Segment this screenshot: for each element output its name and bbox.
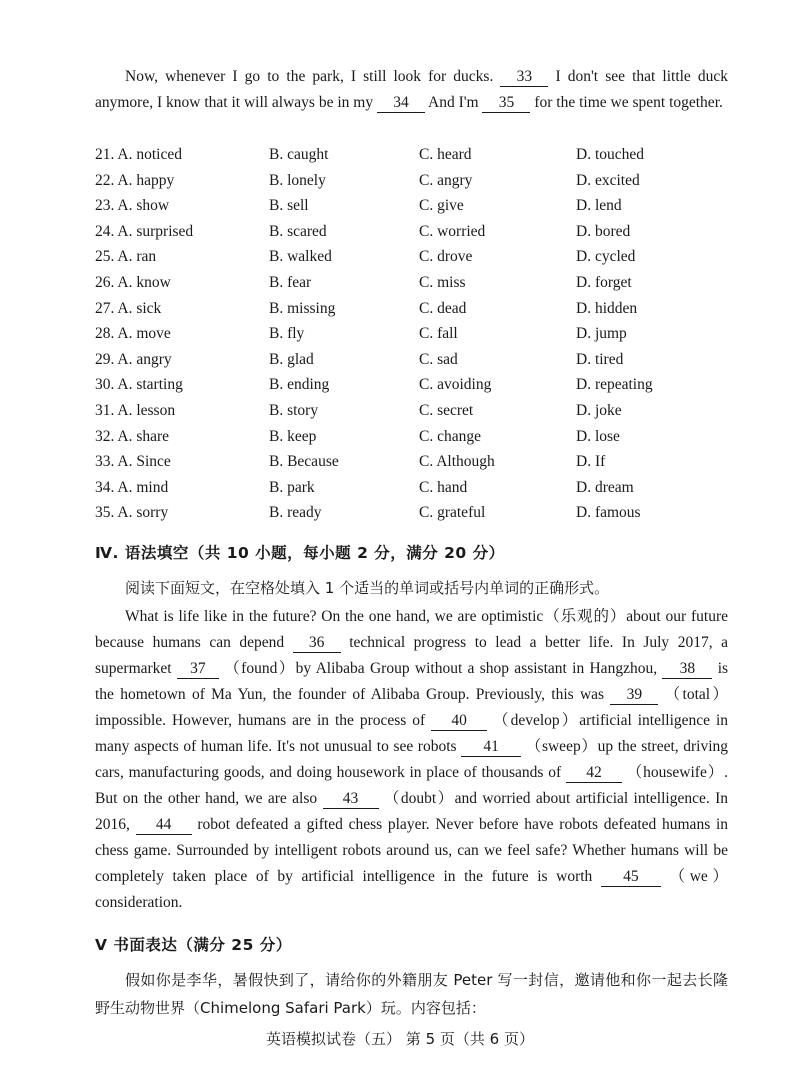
option-a[interactable]: 23. A. show	[95, 197, 170, 215]
option-row-34	[95, 475, 735, 501]
passage-text: （sweep）up the street, driving cars, manufacturing goods, and doing housework in place of thousands of	[95, 738, 729, 781]
option-a[interactable]: 31. A. lesson	[95, 401, 176, 419]
option-d[interactable]: D. joke	[576, 401, 622, 419]
option-c[interactable]: C. worried	[419, 222, 486, 240]
blank-34[interactable]: 34	[377, 94, 425, 113]
option-b[interactable]: B. walked	[269, 248, 332, 266]
passage-text: is the hometown of Ma Yun, the founder of Alibaba Group. Previously, this was	[95, 660, 729, 703]
option-b[interactable]: B. glad	[269, 350, 314, 368]
passage-text: （total）impossible. However, humans are in the process of	[95, 686, 729, 729]
blank-38[interactable]: 38	[662, 660, 712, 679]
option-b[interactable]: B. ready	[269, 504, 322, 522]
option-c[interactable]: C. grateful	[419, 504, 486, 522]
option-a[interactable]: 27. A. sick	[95, 299, 162, 317]
option-row-26	[95, 270, 735, 296]
grammar-passage	[95, 604, 728, 916]
option-b[interactable]: B. fly	[269, 325, 305, 343]
option-a[interactable]: 26. A. know	[95, 273, 171, 291]
option-b[interactable]: B. fear	[269, 273, 312, 291]
option-d[interactable]: D. cycled	[576, 248, 636, 266]
option-c[interactable]: C. avoiding	[419, 376, 492, 394]
option-d[interactable]: D. repeating	[576, 376, 653, 394]
option-row-23	[95, 193, 735, 219]
answer-options	[95, 142, 735, 526]
option-row-35	[95, 500, 735, 526]
option-b[interactable]: B. lonely	[269, 171, 326, 189]
option-d[interactable]: D. If	[576, 453, 606, 471]
passage-text: for the time we spent together.	[534, 94, 723, 111]
blank-40[interactable]: 40	[431, 712, 487, 731]
option-d[interactable]: D. touched	[576, 146, 645, 163]
blank-33[interactable]: 33	[500, 68, 548, 87]
option-row-22	[95, 168, 735, 194]
option-a[interactable]: 28. A. move	[95, 325, 171, 343]
option-a[interactable]: 25. A. ran	[95, 248, 157, 266]
option-d[interactable]: D. forget	[576, 273, 632, 291]
option-a[interactable]: 30. A. starting	[95, 376, 183, 394]
option-c[interactable]: C. secret	[419, 401, 474, 419]
section-4-heading: Ⅳ. 语法填空（共 10 小题，每小题 2 分，满分 20 分）	[95, 544, 505, 562]
option-c[interactable]: C. sad	[419, 350, 458, 368]
passage-text: （we）consideration.	[95, 868, 729, 911]
passage-text: Now, whenever I go to the park, I still look for ducks.	[125, 68, 494, 85]
option-row-32	[95, 424, 735, 450]
option-c[interactable]: C. dead	[419, 299, 467, 317]
passage-text: （housewife）. But on the other hand, we are also	[95, 764, 729, 807]
passage-text: （doubt）and worried about artificial intelligence. In 2016,	[95, 790, 728, 833]
page-footer: 英语模拟试卷（五） 第 5 页（共 6 页）	[266, 1030, 534, 1048]
passage-text: （found）by Alibaba Group without a shop assistant in Hangzhou,	[224, 660, 658, 677]
writing-prompt: 假如你是李华，暑假快到了，请给你的外籍朋友 Peter 写一封信，邀请他和你一起去长隆野生动物世界（Chimelong Safari Park）玩。内容包括：	[95, 971, 728, 1017]
option-d[interactable]: D. dream	[576, 478, 634, 496]
passage-text: （develop）artificial intelligence in many aspects of human life. It's not unusual to see robots	[95, 712, 729, 755]
option-a[interactable]: 32. A. share	[95, 427, 170, 445]
passage-ending	[95, 64, 728, 116]
passage-text: And I'm	[428, 94, 479, 111]
passage-text: technical progress to lead a better life. In July 2017, a supermarket	[95, 634, 728, 677]
option-row-28	[95, 321, 735, 347]
option-b[interactable]: B. Because	[269, 453, 339, 471]
option-b[interactable]: B. ending	[269, 376, 330, 394]
option-d[interactable]: D. bored	[576, 222, 631, 240]
option-b[interactable]: B. scared	[269, 222, 327, 240]
option-d[interactable]: D. tired	[576, 350, 624, 368]
passage-text: What is life like in the future? On the one hand, we are optimistic（乐观的）about our future because humans can depend	[95, 608, 728, 651]
blank-37[interactable]: 37	[177, 660, 219, 679]
option-c[interactable]: C. change	[419, 427, 481, 445]
option-row-24	[95, 219, 735, 245]
blank-41[interactable]: 41	[461, 738, 521, 757]
option-a[interactable]: 22. A. happy	[95, 171, 175, 189]
option-a[interactable]: 33. A. Since	[95, 453, 171, 471]
option-b[interactable]: B. missing	[269, 299, 336, 317]
option-a[interactable]: 21. A. noticed	[95, 146, 182, 163]
blank-36[interactable]: 36	[293, 634, 341, 653]
option-c[interactable]: C. Although	[419, 453, 495, 471]
option-c[interactable]: C. fall	[419, 325, 458, 343]
option-c[interactable]: C. give	[419, 197, 464, 215]
option-b[interactable]: B. park	[269, 478, 315, 496]
option-c[interactable]: C. heard	[419, 146, 472, 163]
option-row-21	[95, 142, 735, 168]
option-a[interactable]: 34. A. mind	[95, 478, 169, 496]
option-d[interactable]: D. hidden	[576, 299, 638, 317]
option-row-30	[95, 372, 735, 398]
option-b[interactable]: B. sell	[269, 197, 309, 215]
option-row-33	[95, 449, 735, 475]
option-row-31	[95, 398, 735, 424]
option-c[interactable]: C. angry	[419, 171, 473, 189]
blank-45[interactable]: 45	[601, 868, 661, 887]
option-b[interactable]: B. keep	[269, 427, 317, 445]
option-c[interactable]: C. miss	[419, 273, 466, 291]
passage-text: robot defeated a gifted chess player. Never before have robots defeated humans in chess game. Surrounded by intelligent robots around us, can we feel safe? Whether humans will be completely taken place of by artificial intelligence in the future is worth	[95, 816, 729, 885]
option-c[interactable]: C. hand	[419, 478, 468, 496]
blank-43[interactable]: 43	[323, 790, 379, 809]
option-d[interactable]: D. famous	[576, 504, 641, 522]
option-c[interactable]: C. drove	[419, 248, 473, 266]
blank-35[interactable]: 35	[482, 94, 530, 113]
option-row-25	[95, 244, 735, 270]
section-4-instruction: 阅读下面短文，在空格处填入 1 个适当的单词或括号内单词的正确形式。	[125, 579, 610, 597]
option-b[interactable]: B. caught	[269, 146, 329, 163]
option-d[interactable]: D. jump	[576, 325, 627, 343]
option-row-29	[95, 347, 735, 373]
blank-44[interactable]: 44	[136, 816, 192, 835]
option-a[interactable]: 29. A. angry	[95, 350, 172, 368]
option-b[interactable]: B. story	[269, 401, 319, 419]
blank-42[interactable]: 42	[566, 764, 622, 783]
option-a[interactable]: 24. A. surprised	[95, 222, 194, 240]
option-row-27	[95, 296, 735, 322]
option-d[interactable]: D. lend	[576, 197, 622, 215]
section-5-heading: Ⅴ 书面表达（满分 25 分）	[95, 936, 292, 954]
passage-text: I don't see that little duck anymore, I know that it will always be in my	[95, 68, 729, 111]
option-d[interactable]: D. lose	[576, 427, 620, 445]
option-a[interactable]: 35. A. sorry	[95, 504, 169, 522]
option-d[interactable]: D. excited	[576, 171, 640, 189]
blank-39[interactable]: 39	[610, 686, 658, 705]
